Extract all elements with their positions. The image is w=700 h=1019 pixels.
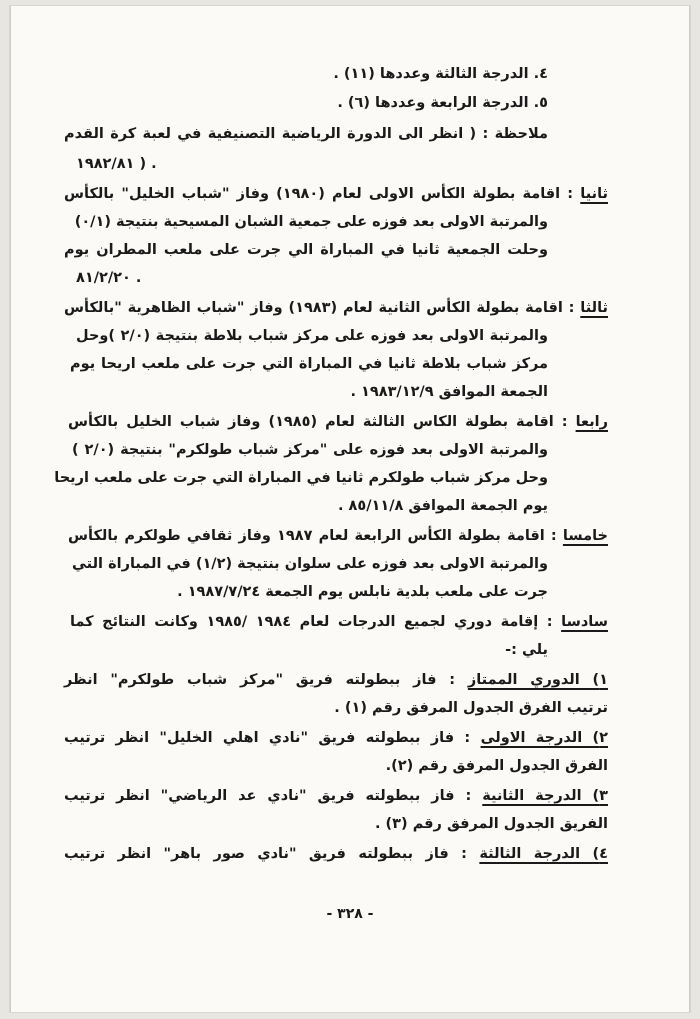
paragraph-line [54,468,548,488]
line-text: والمرتبة الاولى بعد فوزه على سلوان بنتيجة (١/٢) في المباراة التي [72,556,548,572]
section-heading: رابعا [575,414,608,430]
line-text: : اقامة بطولة الكأس الرابعة لعام ١٩٨٧ وفاز ثقافي طولكرم بالكأس [68,528,563,544]
paragraph-line [76,212,548,232]
paragraph-line [76,640,548,660]
result-heading: ٣) الدرجة الثانية [482,788,608,804]
page-edge-right [689,6,690,1012]
paragraph-line [76,756,608,776]
section-third [64,298,608,318]
page-number: - ٣٢٨ - [326,906,374,922]
line-text: الفريق الجدول المرفق رقم (٣) . [374,816,608,832]
line-text: وحلت الجمعية ثانيا في المباراة الي جرت على ملعب المطران يوم [64,242,548,258]
line-text: مركز شباب بلاطة ثانيا في المباراة التي جرت على ملعب اريحا يوم [70,356,548,372]
line-text: ملاحظة : ( انظر الى الدورة الرياضية التصنيفية في لعبة كرة القدم [64,126,548,142]
line-text: : فاز ببطولته فريق "نادي عد الرياضي" انظر ترتيب [64,788,483,804]
page-edge-left [10,6,11,1012]
note-line-continued [76,154,548,174]
line-text: الفرق الجدول المرفق رقم (٢). [385,758,608,774]
item-5-fourth-degree [76,93,548,113]
section-second [64,184,608,204]
line-text: الجمعة الموافق ١٩٨٣/١٢/٩ . [350,384,548,400]
paragraph-line [70,354,548,374]
line-text: جرت على ملعب بلدية نابلس يوم الجمعة ١٩٨٧/٧/٢٤ . [177,584,548,600]
line-text: ترتيب الفرق الجدول المرفق رقم (١) . [334,700,608,716]
result-heading: ٢) الدرجة الاولى [480,730,609,746]
line-text: ١٩٨٢/٨١ ) . [76,156,157,172]
section-heading: ثانيا [580,186,608,202]
line-text: : فاز ببطولته فريق "مركز شباب طولكرم" انظر [64,672,468,688]
paragraph-line [76,268,548,288]
item-4-third-degree [76,64,548,84]
line-text: يوم الجمعة الموافق ٨٥/١١/٨ . [337,498,548,514]
line-text: : اقامة بطولة الكأس الاولى لعام (١٩٨٠) وفاز "شباب الخليل" بالكأس [64,186,581,202]
result-third-degree [64,844,608,864]
paragraph-line [64,240,548,260]
result-heading: ١) الدوري الممتاز [467,672,608,688]
line-text: : فاز ببطولته فريق "نادي اهلي الخليل" انظر ترتيب [64,730,481,746]
line-text: ٨١/٢/٢٠ . [76,270,142,286]
note-line [64,124,548,144]
paragraph-line [76,326,548,346]
line-text: والمرتبة الاولى بعد فوزه على "مركز شباب طولكرم" بنتيجة (٢/٠ ) [72,442,548,458]
paragraph-line [76,496,548,516]
line-text: والمرتبة الاولى بعد فوزه على مركز شباب بلاطة بنتيجة (٢/٠ )وحل [76,328,548,344]
section-heading: خامسا [562,528,608,544]
paragraph-line [76,814,608,834]
result-second-degree [64,786,608,806]
document-page [10,6,690,1012]
line-text: : اقامة بطولة الكاس الثالثة لعام (١٩٨٥) وفاز شباب الخليل بالكأس [68,414,576,430]
section-heading: ثالثا [580,300,608,316]
line-text: : اقامة بطولة الكأس الثانية لعام (١٩٨٣) وفاز "شباب الظاهرية "بالكأس [64,300,581,316]
line-text: : فاز ببطولته فريق "نادي صور باهر" انظر ترتيب [64,846,480,862]
paragraph-line [72,440,548,460]
paragraph-line [72,554,548,574]
paragraph-line [76,382,548,402]
paragraph-line [76,698,608,718]
section-heading: سادسا [561,614,608,630]
line-text: وحل مركز شباب طولكرم ثانيا في المباراة التي جرت على ملعب اريحا [54,470,548,486]
line-text: والمرتبة الاولى بعد فوزه على جمعية الشبان المسيحية بنتيجة (٠/١) [74,214,548,230]
result-premier-league [64,670,608,690]
line-text: ٥. الدرجة الرابعة وعددها (٦) . [337,95,548,111]
line-text: يلي :- [505,642,548,658]
line-text: ٤. الدرجة الثالثة وعددها (١١) . [333,66,548,82]
section-sixth [70,612,608,632]
section-fifth [68,526,608,546]
result-heading: ٤) الدرجة الثالثة [479,846,608,862]
result-first-degree [64,728,608,748]
section-fourth [68,412,608,432]
line-text: : إقامة دوري لجميع الدرجات لعام ١٩٨٤ /١٩٨٥ وكانت النتائج كما [70,614,562,630]
paragraph-line [76,582,548,602]
